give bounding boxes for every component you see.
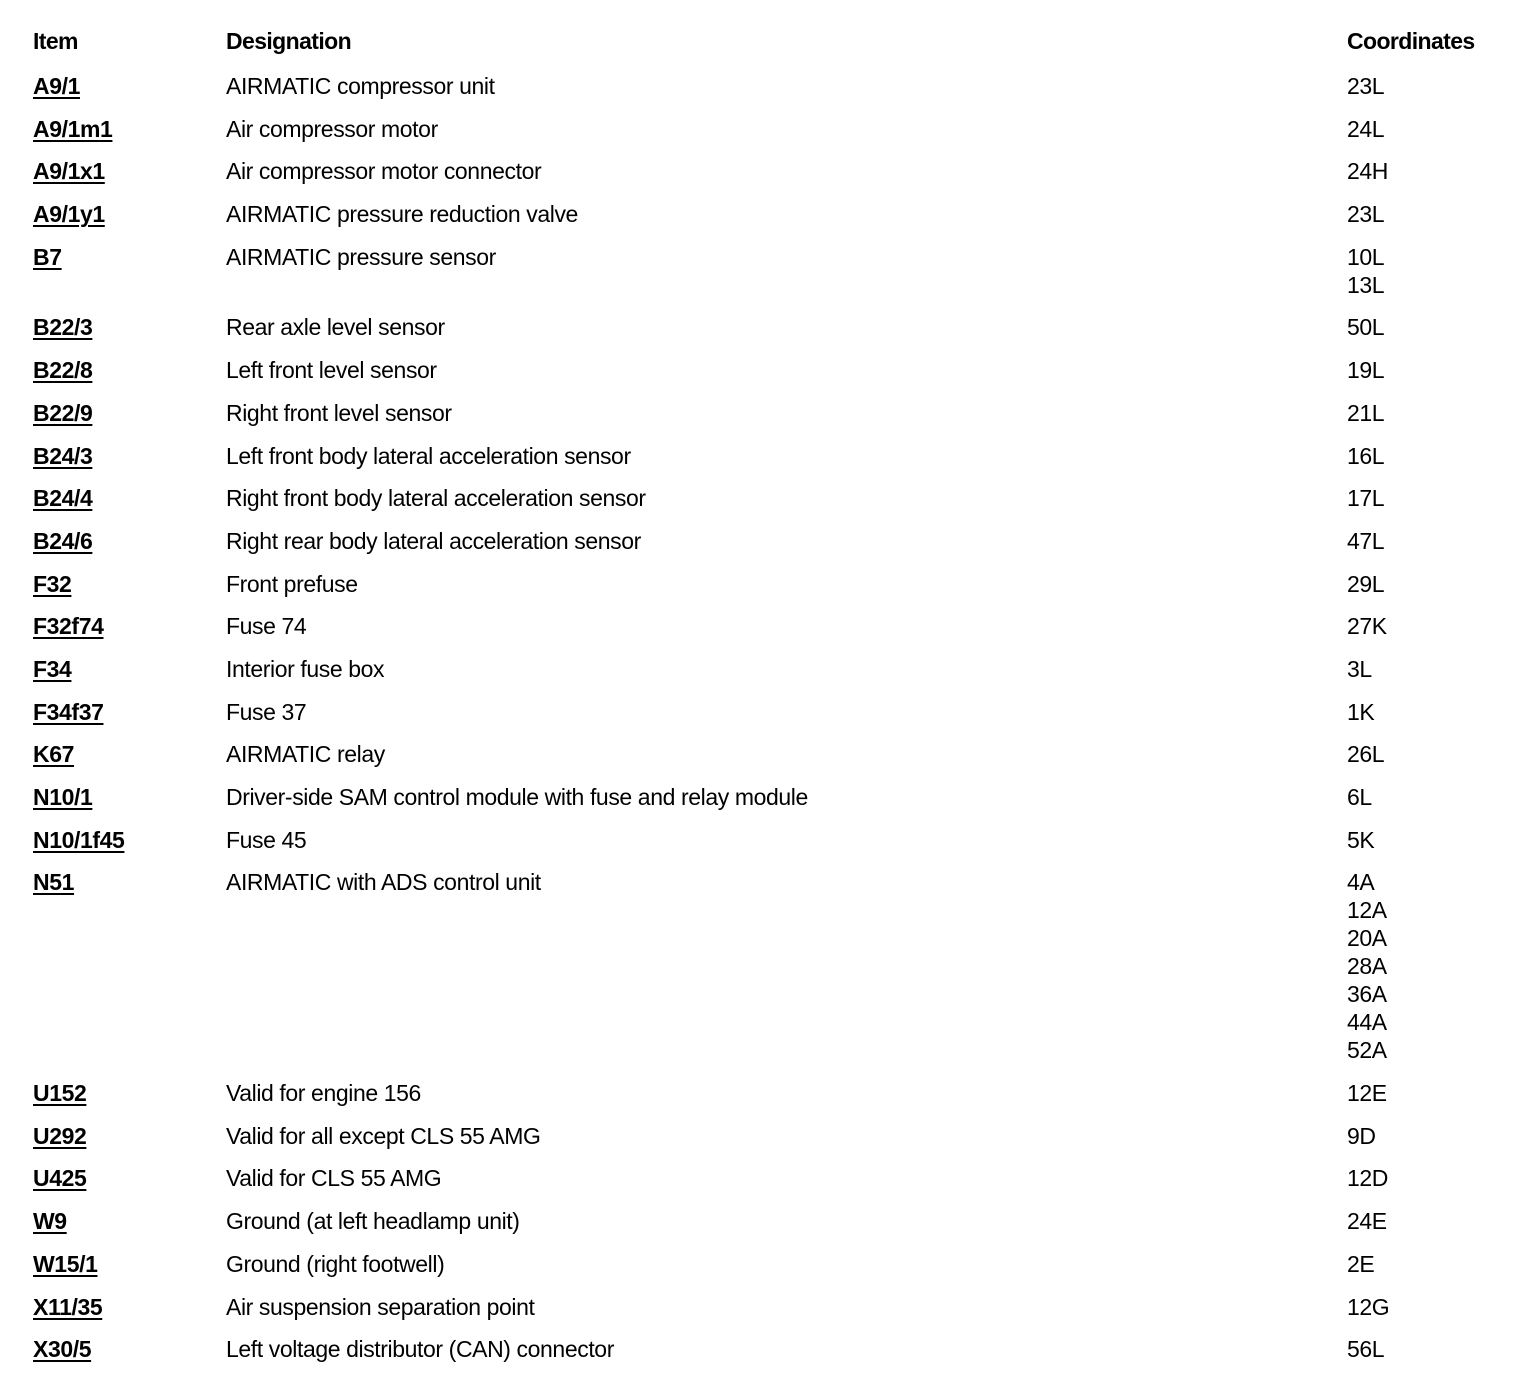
table-body	[0, 72, 1520, 1378]
table-row	[0, 612, 1520, 655]
item-cell	[33, 157, 105, 185]
coordinates-cell	[1347, 1164, 1388, 1192]
item-cell	[33, 655, 71, 683]
table-row	[0, 356, 1520, 399]
coordinate-value: 12G	[1347, 1293, 1390, 1320]
designation-cell: Front prefuse	[226, 570, 358, 597]
table-row	[0, 1250, 1520, 1293]
table-row	[0, 698, 1520, 741]
item-link[interactable]: F32f74	[33, 613, 104, 640]
coordinates-cell	[1347, 783, 1372, 811]
coordinate-value: 12A	[1347, 897, 1387, 924]
coordinates-cell	[1347, 1207, 1387, 1235]
item-link[interactable]: N10/1f45	[33, 826, 125, 853]
item-link[interactable]: U152	[33, 1080, 87, 1107]
coordinates-cell	[1347, 243, 1384, 299]
coordinates-cell	[1347, 570, 1384, 598]
designation-cell: Left front body lateral acceleration sensor	[226, 442, 631, 469]
item-link[interactable]: B24/4	[33, 485, 93, 512]
coordinate-value: 9D	[1347, 1122, 1376, 1149]
item-link[interactable]: B7	[33, 243, 62, 270]
item-link[interactable]: X11/35	[33, 1293, 103, 1320]
item-link[interactable]: K67	[33, 741, 74, 768]
item-cell	[33, 243, 62, 271]
designation-cell: Interior fuse box	[226, 655, 385, 682]
table-row	[0, 868, 1520, 1079]
item-link[interactable]: F34f37	[33, 698, 104, 725]
coordinates-cell	[1347, 868, 1387, 1064]
item-link[interactable]: F34	[33, 655, 72, 682]
table-row	[0, 1207, 1520, 1250]
item-cell	[33, 399, 92, 427]
table-row	[0, 655, 1520, 698]
item-link[interactable]: A9/1x1	[33, 158, 105, 185]
coordinate-value: 1K	[1347, 698, 1375, 725]
designation-cell: Fuse 37	[226, 698, 307, 725]
coordinate-value: 44A	[1347, 1009, 1387, 1036]
coordinate-value: 50L	[1347, 314, 1385, 341]
item-link[interactable]: B22/9	[33, 399, 93, 426]
item-cell	[33, 1335, 91, 1363]
item-link[interactable]: X30/5	[33, 1336, 92, 1363]
coordinate-value: 21L	[1347, 399, 1385, 426]
item-cell	[33, 1122, 86, 1150]
designation-cell: Valid for engine 156	[226, 1080, 421, 1107]
item-cell	[33, 698, 103, 726]
coordinate-value: 6L	[1347, 784, 1372, 810]
header-item: Item	[33, 28, 78, 54]
coordinates-cell	[1347, 826, 1374, 854]
item-cell	[33, 783, 92, 811]
item-link[interactable]: B22/3	[33, 314, 93, 341]
designation-cell: Ground (right footwell)	[226, 1250, 445, 1277]
table-row	[0, 1335, 1520, 1378]
header-coordinates: Coordinates	[1347, 28, 1475, 54]
designation-cell: AIRMATIC compressor unit	[226, 73, 495, 99]
item-cell	[33, 527, 92, 555]
item-cell	[33, 1250, 97, 1278]
item-link[interactable]: N51	[33, 869, 74, 896]
coordinates-cell	[1347, 1335, 1384, 1363]
coordinates-cell	[1347, 115, 1384, 143]
item-link[interactable]: N10/1	[33, 784, 93, 810]
table-row	[0, 200, 1520, 243]
item-cell	[33, 868, 74, 896]
designation-cell: Air compressor motor	[226, 115, 438, 142]
designation-cell: Valid for CLS 55 AMG	[226, 1165, 442, 1192]
designation-cell: Right front level sensor	[226, 399, 452, 426]
item-cell	[33, 740, 74, 768]
item-cell	[33, 200, 105, 228]
coordinate-value: 24H	[1347, 158, 1388, 185]
coordinate-value: 2E	[1347, 1250, 1375, 1277]
coordinate-value: 13L	[1347, 271, 1385, 298]
designation-cell: Rear axle level sensor	[226, 314, 445, 341]
item-cell	[33, 72, 80, 100]
coordinates-cell	[1347, 527, 1384, 555]
item-cell	[33, 1293, 102, 1321]
designation-cell: Air suspension separation point	[226, 1293, 535, 1320]
coordinate-value: 29L	[1347, 570, 1385, 597]
coordinate-value: 17L	[1347, 485, 1385, 512]
designation-cell: AIRMATIC pressure sensor	[226, 243, 496, 270]
table-header	[0, 28, 1520, 58]
item-cell	[33, 484, 92, 512]
designation-cell: Left front level sensor	[226, 357, 437, 384]
item-link[interactable]: U292	[33, 1122, 87, 1149]
coordinates-cell	[1347, 612, 1387, 640]
item-cell	[33, 826, 124, 854]
coordinates-cell	[1347, 313, 1384, 341]
coordinates-cell	[1347, 655, 1372, 683]
coordinates-cell	[1347, 1079, 1387, 1107]
table-row	[0, 399, 1520, 442]
table-row	[0, 313, 1520, 356]
coordinates-cell	[1347, 72, 1384, 100]
table-row	[0, 1293, 1520, 1336]
coordinate-value: 47L	[1347, 527, 1385, 554]
designation-cell: Fuse 45	[226, 826, 307, 853]
item-link[interactable]: B24/3	[33, 442, 93, 469]
coordinate-value: 24E	[1347, 1208, 1387, 1235]
coordinate-value: 36A	[1347, 981, 1387, 1008]
coordinate-value: 27K	[1347, 613, 1387, 640]
coordinates-cell	[1347, 698, 1374, 726]
coordinates-cell	[1347, 740, 1384, 768]
item-cell	[33, 1164, 86, 1192]
coordinates-cell	[1347, 157, 1388, 185]
item-link[interactable]: A9/1m1	[33, 115, 113, 142]
coordinate-value: 23L	[1347, 73, 1385, 99]
coordinate-value: 4A	[1347, 869, 1375, 896]
designation-cell: Ground (at left headlamp unit)	[226, 1208, 520, 1235]
table-row	[0, 484, 1520, 527]
item-cell	[33, 1079, 86, 1107]
table-row	[0, 740, 1520, 783]
table-row	[0, 1164, 1520, 1207]
coordinate-value: 26L	[1347, 741, 1385, 768]
item-cell	[33, 570, 71, 598]
table-row	[0, 157, 1520, 200]
coordinate-value: 20A	[1347, 925, 1387, 952]
item-cell	[33, 442, 92, 470]
designation-cell: Left voltage distributor (CAN) connector	[226, 1336, 614, 1363]
table-row	[0, 1122, 1520, 1165]
coordinate-value: 24L	[1347, 115, 1385, 142]
coordinate-value: 10L	[1347, 243, 1385, 270]
coordinate-value: 28A	[1347, 953, 1387, 980]
coordinate-value: 12E	[1347, 1080, 1387, 1107]
coordinates-cell	[1347, 1293, 1389, 1321]
item-cell	[33, 1207, 67, 1235]
designation-cell: AIRMATIC relay	[226, 741, 385, 768]
item-link[interactable]: F32	[33, 570, 72, 597]
designation-cell: AIRMATIC with ADS control unit	[226, 869, 541, 896]
designation-cell: Driver-side SAM control module with fuse and relay module	[226, 784, 808, 810]
coordinate-value: 12D	[1347, 1165, 1388, 1192]
item-cell	[33, 313, 92, 341]
item-link[interactable]: B22/8	[33, 357, 93, 384]
item-link[interactable]: B24/6	[33, 527, 93, 554]
item-link[interactable]: W9	[33, 1208, 67, 1235]
table-row	[0, 115, 1520, 158]
coordinate-value: 16L	[1347, 442, 1385, 469]
coordinates-cell	[1347, 1250, 1374, 1278]
designation-cell: AIRMATIC pressure reduction valve	[226, 201, 578, 228]
table-row	[0, 527, 1520, 570]
coordinate-value: 19L	[1347, 357, 1385, 384]
designation-cell: Valid for all except CLS 55 AMG	[226, 1122, 541, 1149]
designation-cell: Right rear body lateral acceleration sensor	[226, 527, 641, 554]
coordinates-cell	[1347, 1122, 1376, 1150]
coordinates-cell	[1347, 484, 1384, 512]
item-link[interactable]: U425	[33, 1165, 87, 1192]
item-link[interactable]: W15/1	[33, 1250, 98, 1277]
table-row	[0, 442, 1520, 485]
coordinates-cell	[1347, 399, 1384, 427]
header-designation: Designation	[226, 28, 352, 54]
item-cell	[33, 115, 112, 143]
table-row	[0, 826, 1520, 869]
designation-cell: Fuse 74	[226, 613, 307, 640]
coordinate-value: 5K	[1347, 826, 1375, 853]
table-row	[0, 570, 1520, 613]
coordinate-value: 56L	[1347, 1336, 1385, 1363]
coordinate-value: 3L	[1347, 655, 1372, 682]
item-cell	[33, 612, 103, 640]
designation-cell: Air compressor motor connector	[226, 158, 542, 185]
coordinates-cell	[1347, 200, 1384, 228]
table-row	[0, 783, 1520, 826]
coordinate-value: 52A	[1347, 1037, 1387, 1064]
item-cell	[33, 356, 92, 384]
item-link[interactable]: A9/1y1	[33, 201, 105, 228]
coordinates-cell	[1347, 442, 1384, 470]
coordinates-cell	[1347, 356, 1384, 384]
table-row	[0, 1079, 1520, 1122]
item-link[interactable]: A9/1	[33, 73, 80, 99]
coordinate-value: 23L	[1347, 201, 1385, 228]
designation-cell: Right front body lateral acceleration sensor	[226, 485, 646, 512]
table-row	[0, 243, 1520, 314]
table-row	[0, 72, 1520, 115]
